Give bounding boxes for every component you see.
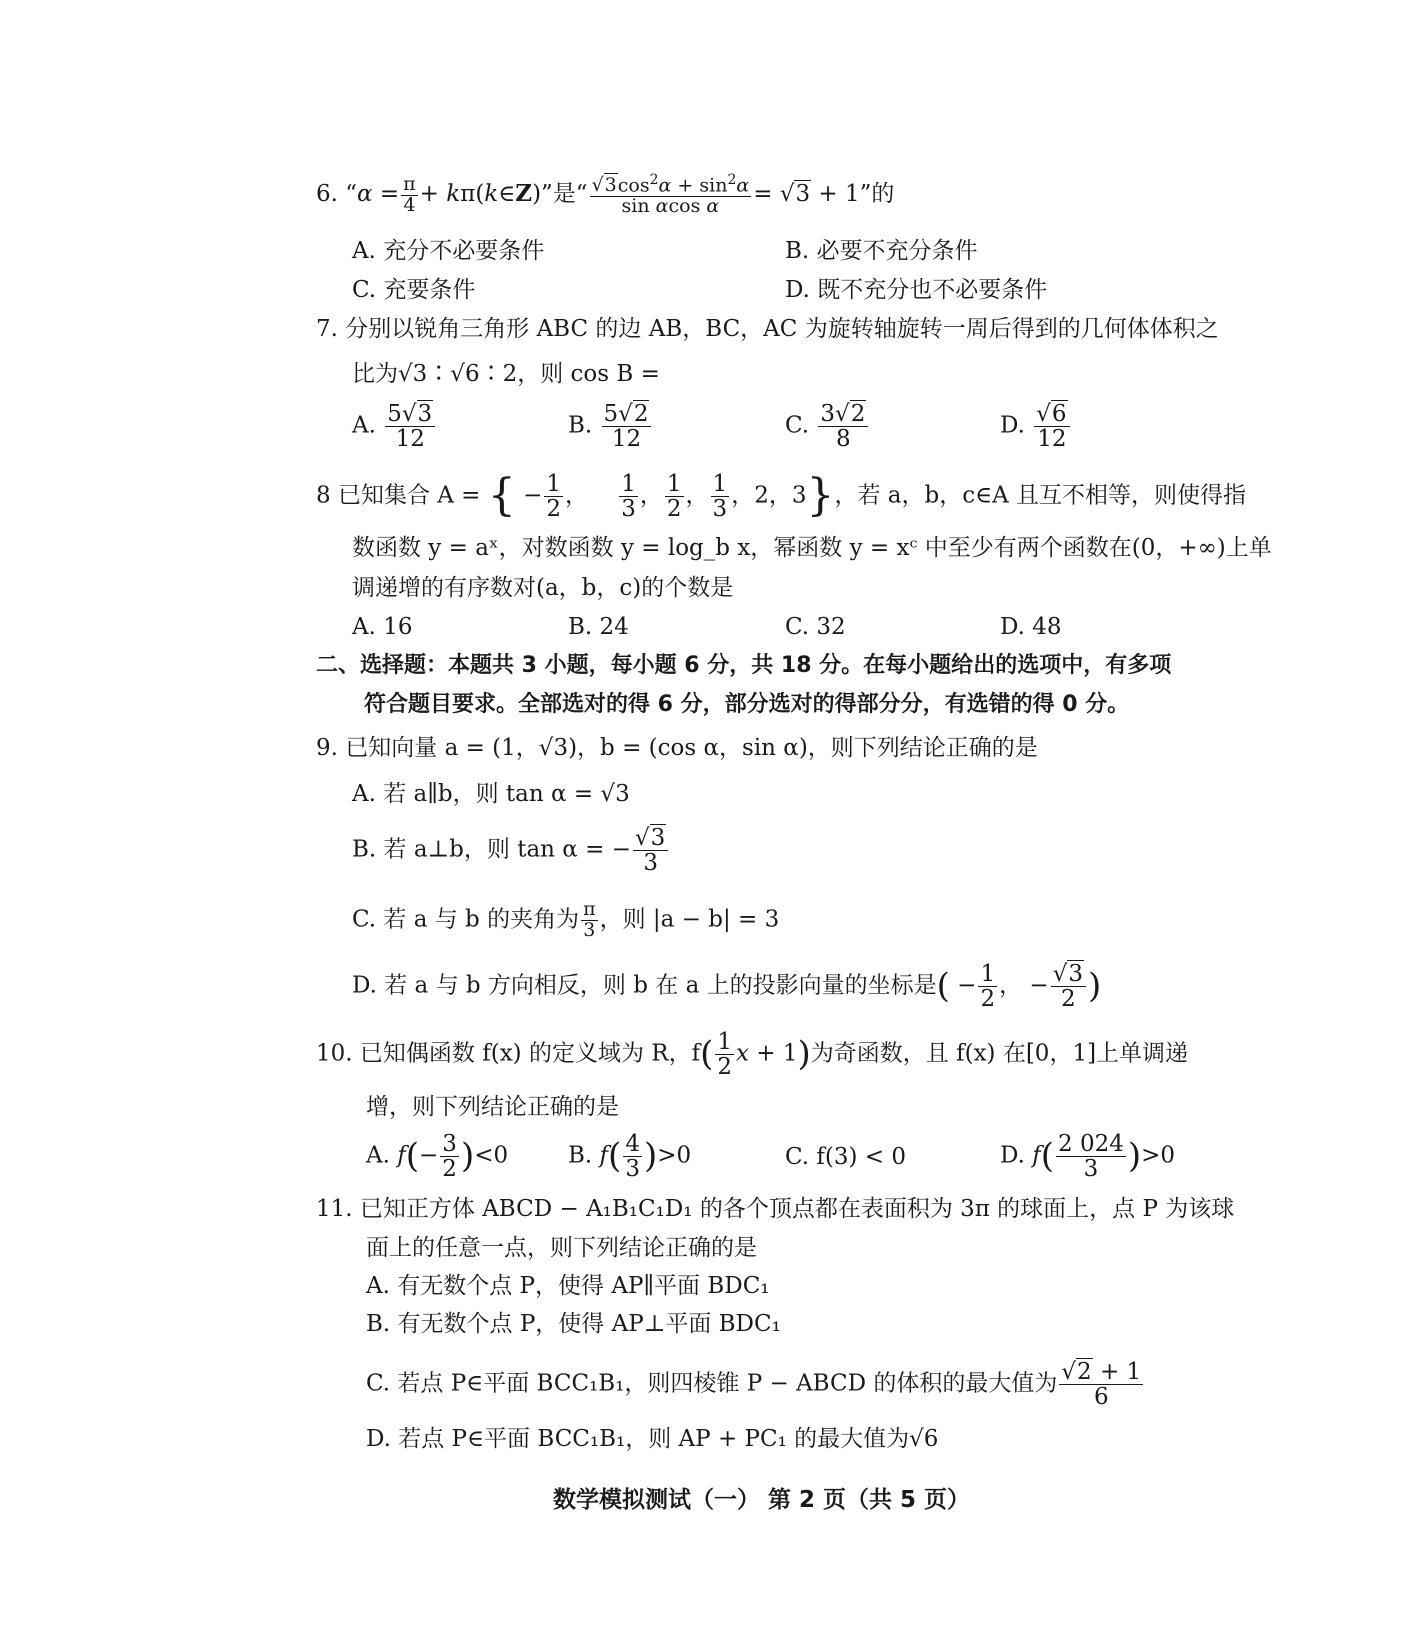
q7-option-c: C. $\frac{3√2}{8}$	[785, 402, 870, 451]
q8-line2: 数函数 y = aˣ，对数函数 y = log_b x，幂函数 y = xᶜ 中至少有两个函数在(0，+∞)上单	[352, 535, 1272, 561]
q10-option-a: A. f(− $\frac{3}{2}$ )<0	[366, 1131, 509, 1183]
q11-number: 11.	[316, 1196, 353, 1222]
q8-option-d: D. 48	[1000, 614, 1062, 640]
q6-option-a: A. 充分不必要条件	[352, 238, 545, 264]
page-footer: 数学模拟测试（一） 第 2 页（共 5 页）	[553, 1487, 971, 1513]
q9-option-c: C. 若 a 与 b 的夹角为 $\frac{\pi}{3}$ ，则 |a − b| = 3	[352, 898, 780, 941]
q6-number: 6.	[316, 181, 338, 208]
q7-option-a: A. $\frac{5√3}{12}$	[352, 402, 437, 451]
q8-stem: 8 已知集合 A = { − $\frac{1}{2}$ ， $\frac{1}{3}$ ， $\frac{1}{2}$ ， $\frac{1}{3}$ ，2，3}，若 a，b，c∈A 且互不相等，则使得指	[316, 470, 1247, 522]
q7-line2: 比为√3∶√6∶2，则 cos B =	[352, 361, 660, 387]
q8-number: 8	[316, 482, 331, 509]
q9-option-a: A. 若 a∥b，则 tan α = √3	[352, 781, 630, 807]
q11-option-b: B. 有无数个点 P，使得 AP⊥平面 BDC₁	[366, 1311, 781, 1337]
q7-stem	[316, 316, 1219, 344]
q10-option-c: C. f(3) < 0	[785, 1144, 907, 1170]
q7-number: 7.	[316, 316, 338, 342]
q7-line1: 分别以锐角三角形 ABC 的边 AB，BC，AC 为旋转轴旋转一周后得到的几何体体积之	[345, 316, 1219, 342]
q8-option-b: B. 24	[568, 614, 629, 640]
q10-option-d: D. f( $\frac{2 024}{3}$ )>0	[1000, 1131, 1176, 1183]
q10-number: 10.	[316, 1040, 353, 1067]
q9-stem	[316, 735, 1038, 763]
q11-stem	[316, 1196, 1234, 1224]
q9-option-b: B. 若 a⊥b，则 tan α = − $\frac{√3}{3}$	[352, 826, 670, 875]
q10-stem: 10. 已知偶函数 f(x) 的定义域为 R，f( $\frac{1}{2}$ x + 1)为奇函数，且 f(x) 在[0，1]上单调递	[316, 1029, 1189, 1081]
q9-option-d: D. 若 a 与 b 方向相反，则 b 在 a 上的投影向量的坐标是( − $\frac{1}{2}$ ， − $\frac{√3}{2}$ )	[352, 961, 1102, 1013]
q6-option-b: B. 必要不充分条件	[785, 238, 978, 264]
q7-option-d: D. $\frac{√6}{12}$	[1000, 402, 1072, 451]
q8-line3: 调递增的有序数对(a，b，c)的个数是	[352, 575, 734, 601]
section-2-line2: 符合题目要求。全部选对的得 6 分，部分选对的得部分分，有选错的得 0 分。	[364, 692, 1130, 717]
q11-line1: 已知正方体 ABCD − A₁B₁C₁D₁ 的各个顶点都在表面积为 3π 的球面上，点 P 为该球	[359, 1196, 1235, 1222]
q8-option-c: C. 32	[785, 614, 846, 640]
q10-option-b: B. f( $\frac{4}{3}$ )>0	[568, 1131, 692, 1183]
q6-option-d: D. 既不充分也不必要条件	[785, 277, 1048, 303]
q9-stem-text: 已知向量 a = (1，√3)，b = (cos α，sin α)，则下列结论正确的是	[345, 735, 1038, 761]
section-2-line1: 二、选择题：本题共 3 小题，每小题 6 分，共 18 分。在每小题给出的选项中，有多项	[316, 653, 1172, 678]
q11-option-d: D. 若点 P∈平面 BCC₁B₁，则 AP + PC₁ 的最大值为√6	[366, 1426, 939, 1452]
q6-stem: 6. “α = $\frac{\pi}{4}$ + kπ(k∈Z)”是“ $\frac{√3\cos^2\alpha + \sin^2\alpha}{\text{sin αcos α}}$ = √3 + 1”的	[316, 172, 895, 218]
q7-option-b: B. $\frac{5√2}{12}$	[568, 402, 653, 451]
q10-line2: 增，则下列结论正确的是	[366, 1094, 619, 1120]
q6-option-c: C. 充要条件	[352, 277, 476, 303]
q11-line2: 面上的任意一点，则下列结论正确的是	[366, 1235, 757, 1261]
q11-option-a: A. 有无数个点 P，使得 AP∥平面 BDC₁	[366, 1273, 770, 1299]
q9-number: 9.	[316, 735, 338, 761]
q8-option-a: A. 16	[352, 614, 413, 640]
q11-option-c: C. 若点 P∈平面 BCC₁B₁，则四棱锥 P − ABCD 的体积的最大值为 $\frac{√2 + 1}{6}$	[366, 1359, 1142, 1411]
